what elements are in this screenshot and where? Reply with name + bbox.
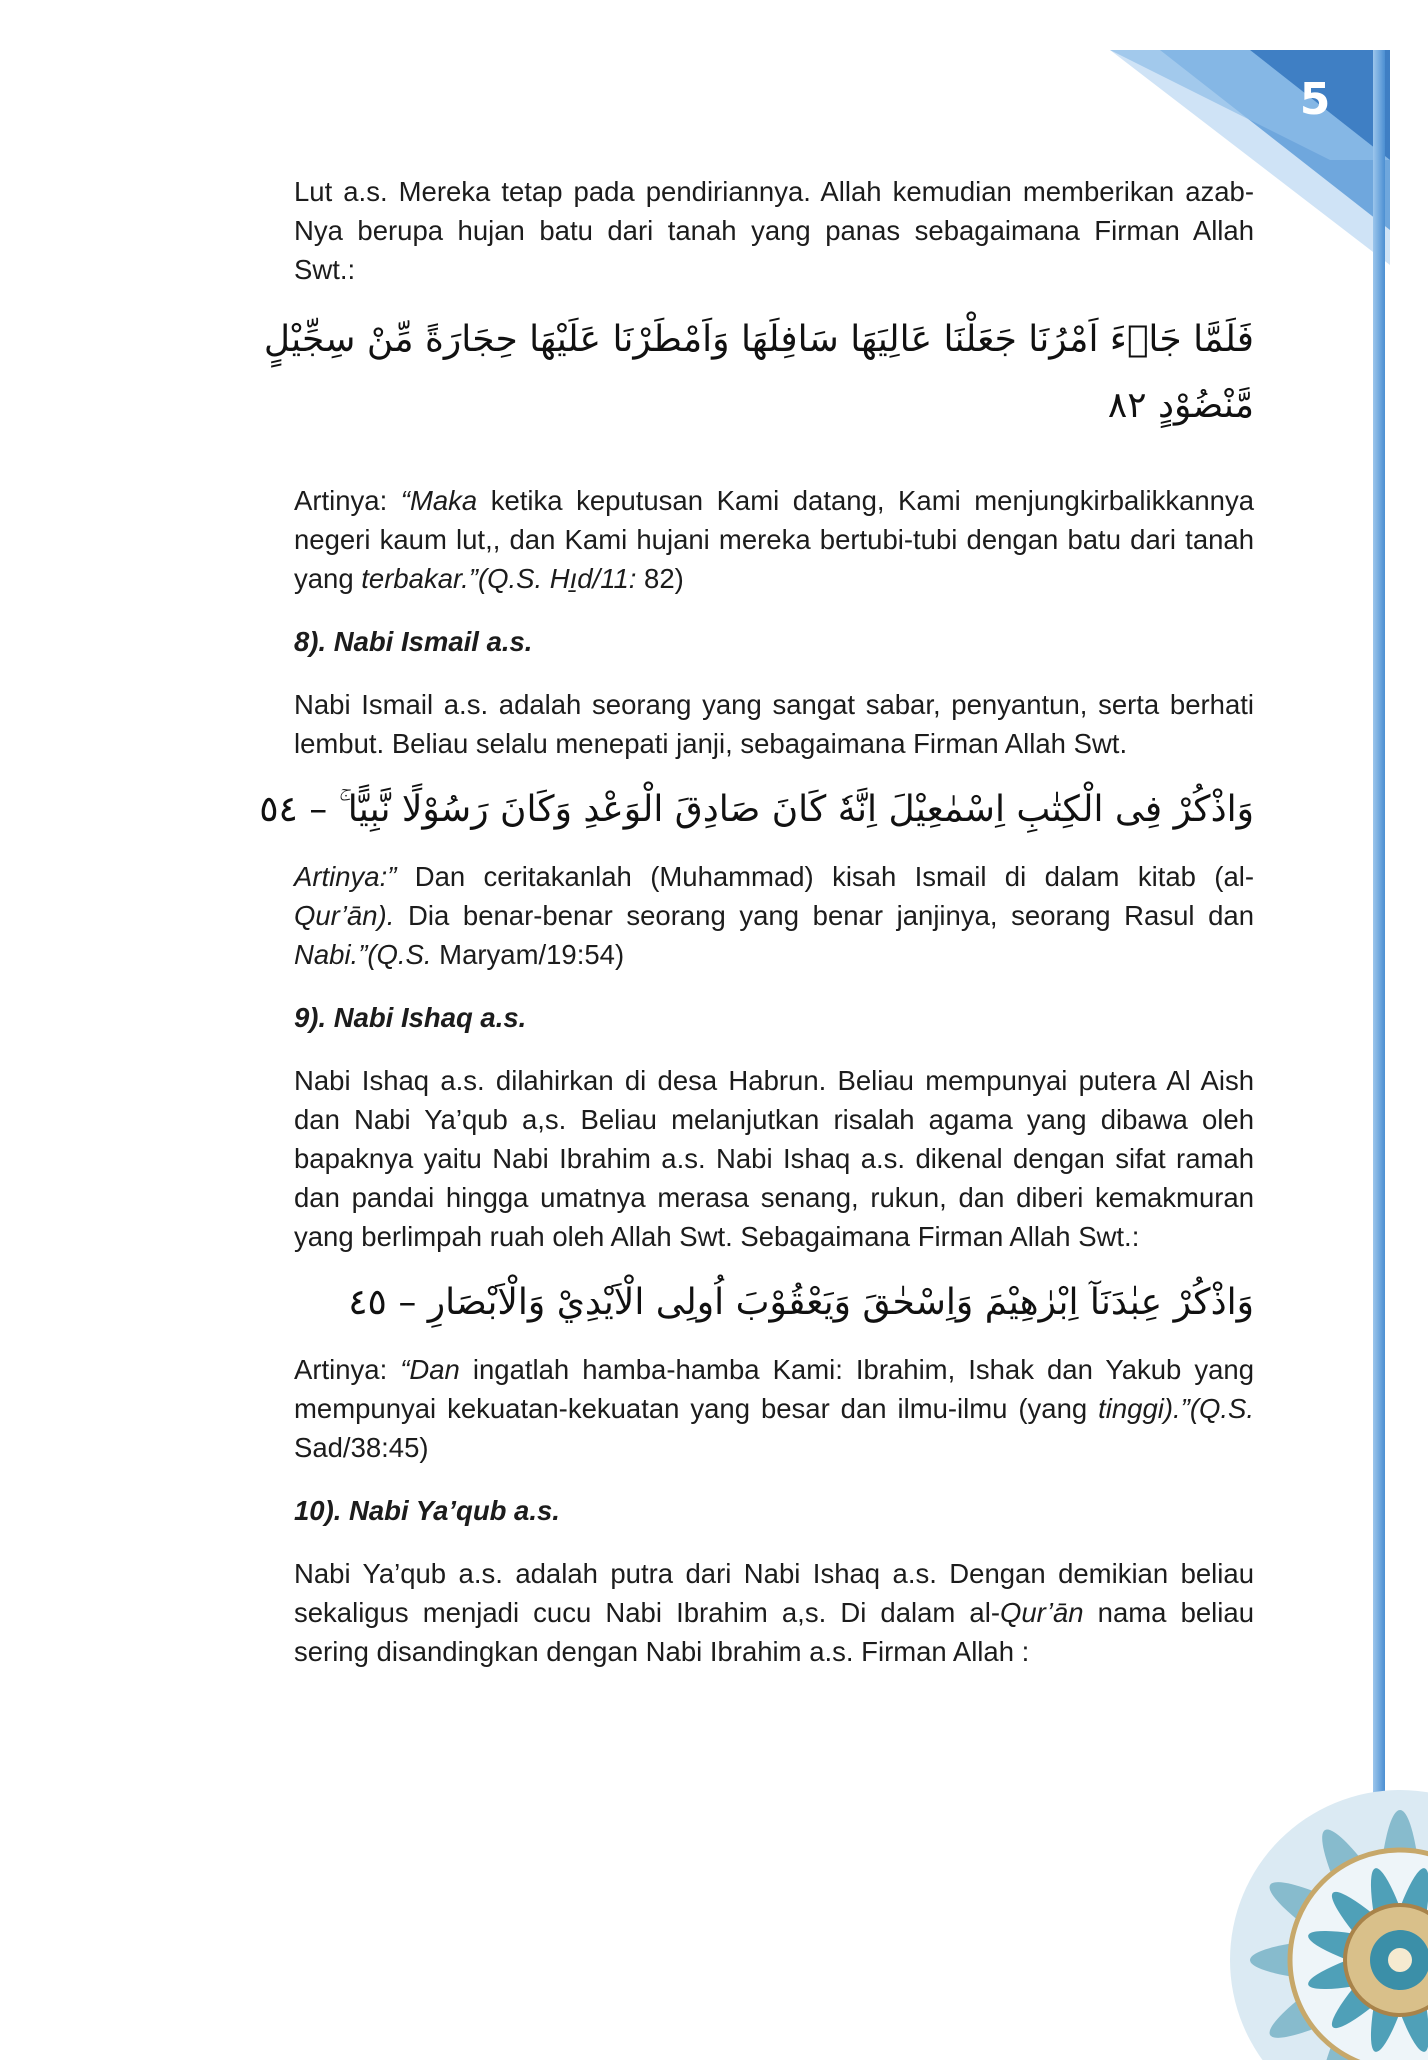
translation-italic-start: Artinya:” <box>294 861 397 892</box>
translation-body: Dan ceritakanlah (Muhammad) kisah Ismail di dalam kitab (al- <box>396 861 1254 892</box>
translation-label: Artinya: <box>294 485 401 516</box>
translation-reference: Maryam/19:54) <box>431 939 625 970</box>
translation-hud <box>294 481 1254 598</box>
heading-nabi-yaqub: 10). Nabi Ya’qub a.s. <box>294 1495 560 1526</box>
translation-italic-start: “Dan <box>400 1354 460 1385</box>
translation-italic-quran: Qur’ān). <box>294 900 395 931</box>
ishaq-paragraph: Nabi Ishaq a.s. dilahirkan di desa Habrun. Beliau mempunyai putera Al Aish dan Nabi Ya’qub a,s. Beliau melanjutkan risalah agama yang dibawa oleh bapaknya yaitu Nabi Ibrahim a.s. Nabi Ishaq a.s. dikenal dengan sifat ramah dan pandai hingga umatnya merasa senang, rukun, dan diberi kemakmuran yang berlimpah ruah oleh Allah Swt. Sebagaimana Firman Allah Swt.: <box>294 1065 1254 1252</box>
translation-ishaq <box>294 1350 1254 1467</box>
translation-italic-end: terbakar.”(Q.S. Hı̱d/11: <box>361 563 637 594</box>
arabic-verse-ishaq-line: وَاذْكُرْ عِبٰدَنَآ اِبْرٰهِيْمَ وَاِسْحٰقَ وَيَعْقُوْبَ اُولِى الْاَيْدِيْ وَالْاَبْصَارِ – ٤٥ <box>348 1282 1254 1323</box>
translation-reference: Sad/38:45) <box>294 1432 429 1463</box>
translation-body: ingatlah hamba-hamba Kami: Ibrahim, Ishak dan Yakub yang mempunyai kekuatan-kekuatan yang besar dan ilmu-ilmu (yang <box>294 1354 1254 1424</box>
translation-ismail <box>294 857 1254 974</box>
intro-paragraph: Lut a.s. Mereka tetap pada pendiriannya. Allah kemudian memberikan azab-Nya berupa hujan batu dari tanah yang panas sebagaimana Firman Allah Swt.: <box>294 176 1254 285</box>
translation-body: ketika keputusan Kami datang, Kami menjungkirbalikkannya negeri kaum lut,, dan Kami hujani mereka bertubi-tubi dengan batu dari tanah yang <box>294 485 1254 594</box>
arabic-verse-ismail-line: وَاذْكُرْ فِى الْكِتٰبِ اِسْمٰعِيْلَ اِنَّهٗ كَانَ صَادِقَ الْوَعْدِ وَكَانَ رَسُوْلًا نَّبِيًّا ۚ – ٥٤ <box>259 789 1254 830</box>
arabic-verse-ismail <box>259 777 1254 843</box>
heading-nabi-ismail: 8). Nabi Ismail a.s. <box>294 626 533 657</box>
translation-reference: 82) <box>636 563 684 594</box>
yaqub-text-part1: Nabi Ya’qub a.s. adalah putra dari Nabi Ishaq a.s. Dengan demikian beliau sekaligus menjadi cucu Nabi Ibrahim a,s. Di dalam al- <box>294 1558 1254 1628</box>
heading-nabi-ishaq: 9). Nabi Ishaq a.s. <box>294 1002 527 1033</box>
arabic-verse-ishaq <box>294 1270 1254 1336</box>
translation-body-2: Dia benar-benar seorang yang benar janjinya, seorang Rasul dan <box>394 900 1254 931</box>
yaqub-text-italic: Qur’ān <box>1000 1597 1084 1628</box>
mandala-ornament <box>1170 1720 1428 2060</box>
yaqub-text-part2: nama beliau sering disandingkan dengan Nabi Ibrahim a.s. Firman Allah : <box>294 1597 1254 1667</box>
arabic-verse-hud-line1: فَلَمَّا جَاۤءَ اَمْرُنَا جَعَلْنَا عَالِيَهَا سَافِلَهَا وَاَمْطَرْنَا عَلَيْهَا حِجَارَةً مِّنْ سِجِّيْلٍ <box>263 319 1254 360</box>
translation-label: Artinya: <box>294 1354 401 1385</box>
arabic-verse-hud <box>263 307 1254 439</box>
translation-italic-end: tinggi).”(Q.S. <box>1098 1393 1254 1424</box>
yaqub-paragraph <box>294 1554 1254 1671</box>
page-number: 5 <box>1299 74 1331 125</box>
arabic-verse-hud-line2: مَّنْضُوْدٍ ٨٢ <box>1107 385 1254 426</box>
translation-italic-start: “Maka <box>400 485 478 516</box>
translation-italic-end: Nabi.”(Q.S. <box>294 939 432 970</box>
main-content <box>259 172 1254 1671</box>
ismail-paragraph: Nabi Ismail a.s. adalah seorang yang sangat sabar, penyantun, serta berhati lembut. Beliau selalu menepati janji, sebagaimana Firman Allah Swt. <box>294 689 1254 759</box>
